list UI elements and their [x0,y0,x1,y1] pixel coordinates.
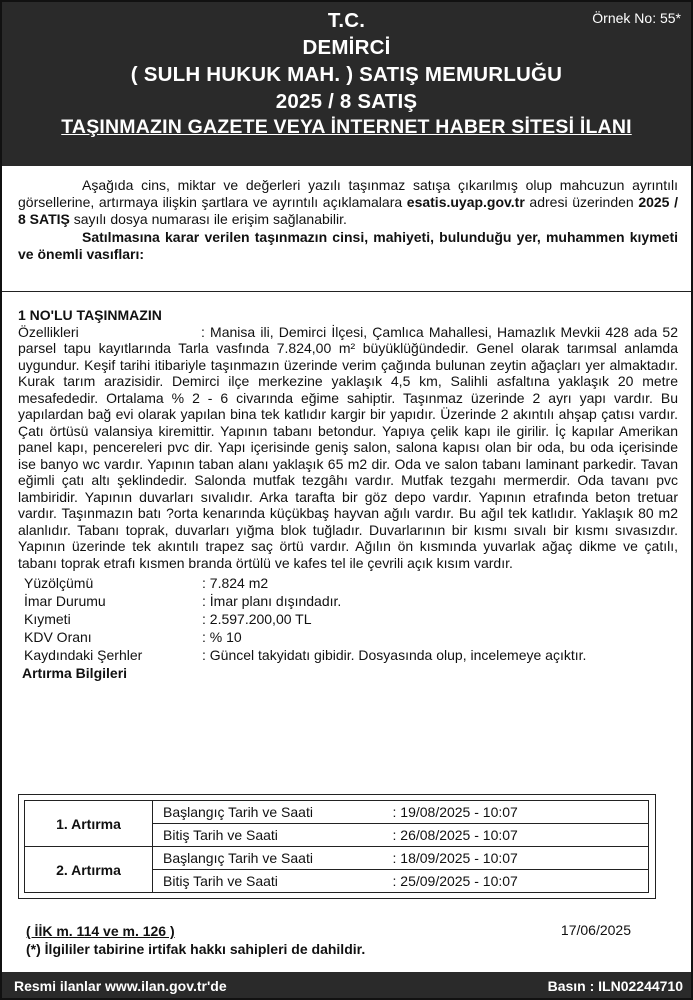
sample-number: Örnek No: 55* [592,10,681,26]
footer-bar [2,972,691,1000]
detail-row: İmar Durumu : İmar planı dışındadır. [24,593,342,609]
notice-date: 17/06/2025 [560,922,631,938]
file-number: 2025 / 8 SATIŞ [18,194,678,228]
footer-press-code: Basın : ILN02244710 [547,978,683,994]
detail-row: Yüzölçümü : 7.824 m2 [24,575,269,591]
auction-table [24,800,649,893]
table-row: Bitiş Tarih ve Saati : 25/09/2025 - 10:07 [25,870,649,893]
footnote [26,922,365,958]
footnote-note: (*) İlgililer tabirine irtifak hakkı sahipleri de dahildir. [26,941,366,957]
header-line-file: 2025 / 8 SATIŞ [275,90,418,113]
intro-section [18,177,678,263]
auction-info-title: Artırma Bilgileri [22,665,128,681]
intro-subheading: Satılmasına karar verilen taşınmazın cinsi, mahiyeti, bulunduğu yer, muhammen kıymeti ve önemli vasıfları: [18,228,678,262]
detail-row: Kıymeti : 2.597.200,00 TL [24,611,312,627]
law-reference: ( İİK m. 114 ve m. 126 ) [26,923,175,939]
auction-round: 2. Artırma [25,847,153,893]
detail-row: KDV Oranı : % 10 [24,629,242,645]
detail-row: Kaydındaki Şerhler : Güncel takyidatı gibidir. Dosyasında olup, incelemeye açıktır. [24,647,587,663]
header-line-office: ( SULH HUKUK MAH. ) SATIŞ MEMURLUĞU [130,63,563,86]
table-row: Bitiş Tarih ve Saati : 26/08/2025 - 10:07 [25,824,649,847]
header-block [2,2,691,166]
table-row: 1. Artırma Başlangıç Tarih ve Saati : 19/08/2025 - 10:07 [25,801,649,824]
header-line-tc: T.C. [327,9,366,32]
notice-title: TAŞINMAZIN GAZETE VEYA İNTERNET HABER SİTESİ İLANI [61,116,632,138]
property-section [18,307,678,682]
footer-website[interactable]: Resmi ilanlar www.ilan.gov.tr'de [14,978,227,994]
auction-round: 1. Artırma [25,801,153,847]
property-description: Özellikleri : Manisa ili, Demirci İlçesi, Çamlıca Mahallesi, Hamazlık Mevkii 428 ada 52 parsel tapu kayıtlarında Tarla vasfında 7.824,00 m² büyüklüğündedir. Genel olarak tarımsal anlamda uygundur. Keşif tarihi itibariyle taşınmazın üzerinde verim çağında bulunan zeytin ağaçları yer almaktadır. Kurak tarım arazisidir. Demirci ilçe merkezine yaklaşık 4,5 km, Salihli asfaltına yaklaşık 20 metre mesafededir. Ortalama % 2 - 6 civarında eğime sahiptir. Taşınmaz üzerinde 2 ayrı yapı vardır. Bu yapılardan bağ evi olarak yapılan bina tek katlıdır kargir bir yapıdır. Üzerinde 2 akıntılı ahşap çatısı vardır. Çatı örtüsü valansiya kiremittir. Yapının tabanı betondur. Yapıya çelik kapı ile girilir. İç kapılar Amerikan panel kapı, pencereleri pvc dir. Yapı içerisinde geniş salon, salona kapısı olan bir oda, bu oda içerisinde ise banyo wc vardır. Yapının taban alanı yaklaşık 65 m2 dir. Oda ve salon tabanı laminant parkedir. Tavan eğimli çatı altı şeklindedir. Salonda mutfak tezgâhı vardır. Mutfak tezgahı mermerdir. Oda tavanı pvc lambiridir. Yapının duvarları sıvalıdır. Arka tarafta bir göz depo vardır. Yapının etrafında beton tretuar vardır. Taşınmazın batı ?orta kenarında küçükbaş hayvan ağılı vardır. Bu ağıl tek katlıdır. Yaklaşık 80 m2 alanlıdır. Tabanı toprak, duvarları yığma blok tuğladır. Duvarlarının bir kısmı sıvalı bir kısmı sıvasızdır. Yapının üzerinde tek akıntılı trapez saç örtü vardır. Ağılın ön kısmında yuvarlak ağaç dikme ve çatılı, tabanı toprak etrafı kısmen branda örtülü ve kafes tel ile çevrili açık kısım vardır. [18,323,678,571]
table-row: 2. Artırma Başlangıç Tarih ve Saati : 18/09/2025 - 10:07 [25,847,649,870]
property-heading: 1 NO'LU TAŞINMAZIN [18,307,162,323]
esatis-link[interactable]: esatis.uyap.gov.tr [406,194,525,211]
intro-paragraph: Aşağıda cins, miktar ve değerleri yazılı taşınmaz satışa çıkarılmış olup mahcuzun ayrıntılı görsellerine, artırmaya ilişkin şartlara ve ayrıntılı açıklamalara esatis.uyap.gov.tr adresi üzerinden 2025 / 8 SATIŞ sayılı dosya numarası ile erişim sağlanabilir. [18,177,678,228]
divider [2,291,691,292]
header-line-district: DEMİRCİ [302,36,391,59]
property-details [18,574,678,664]
